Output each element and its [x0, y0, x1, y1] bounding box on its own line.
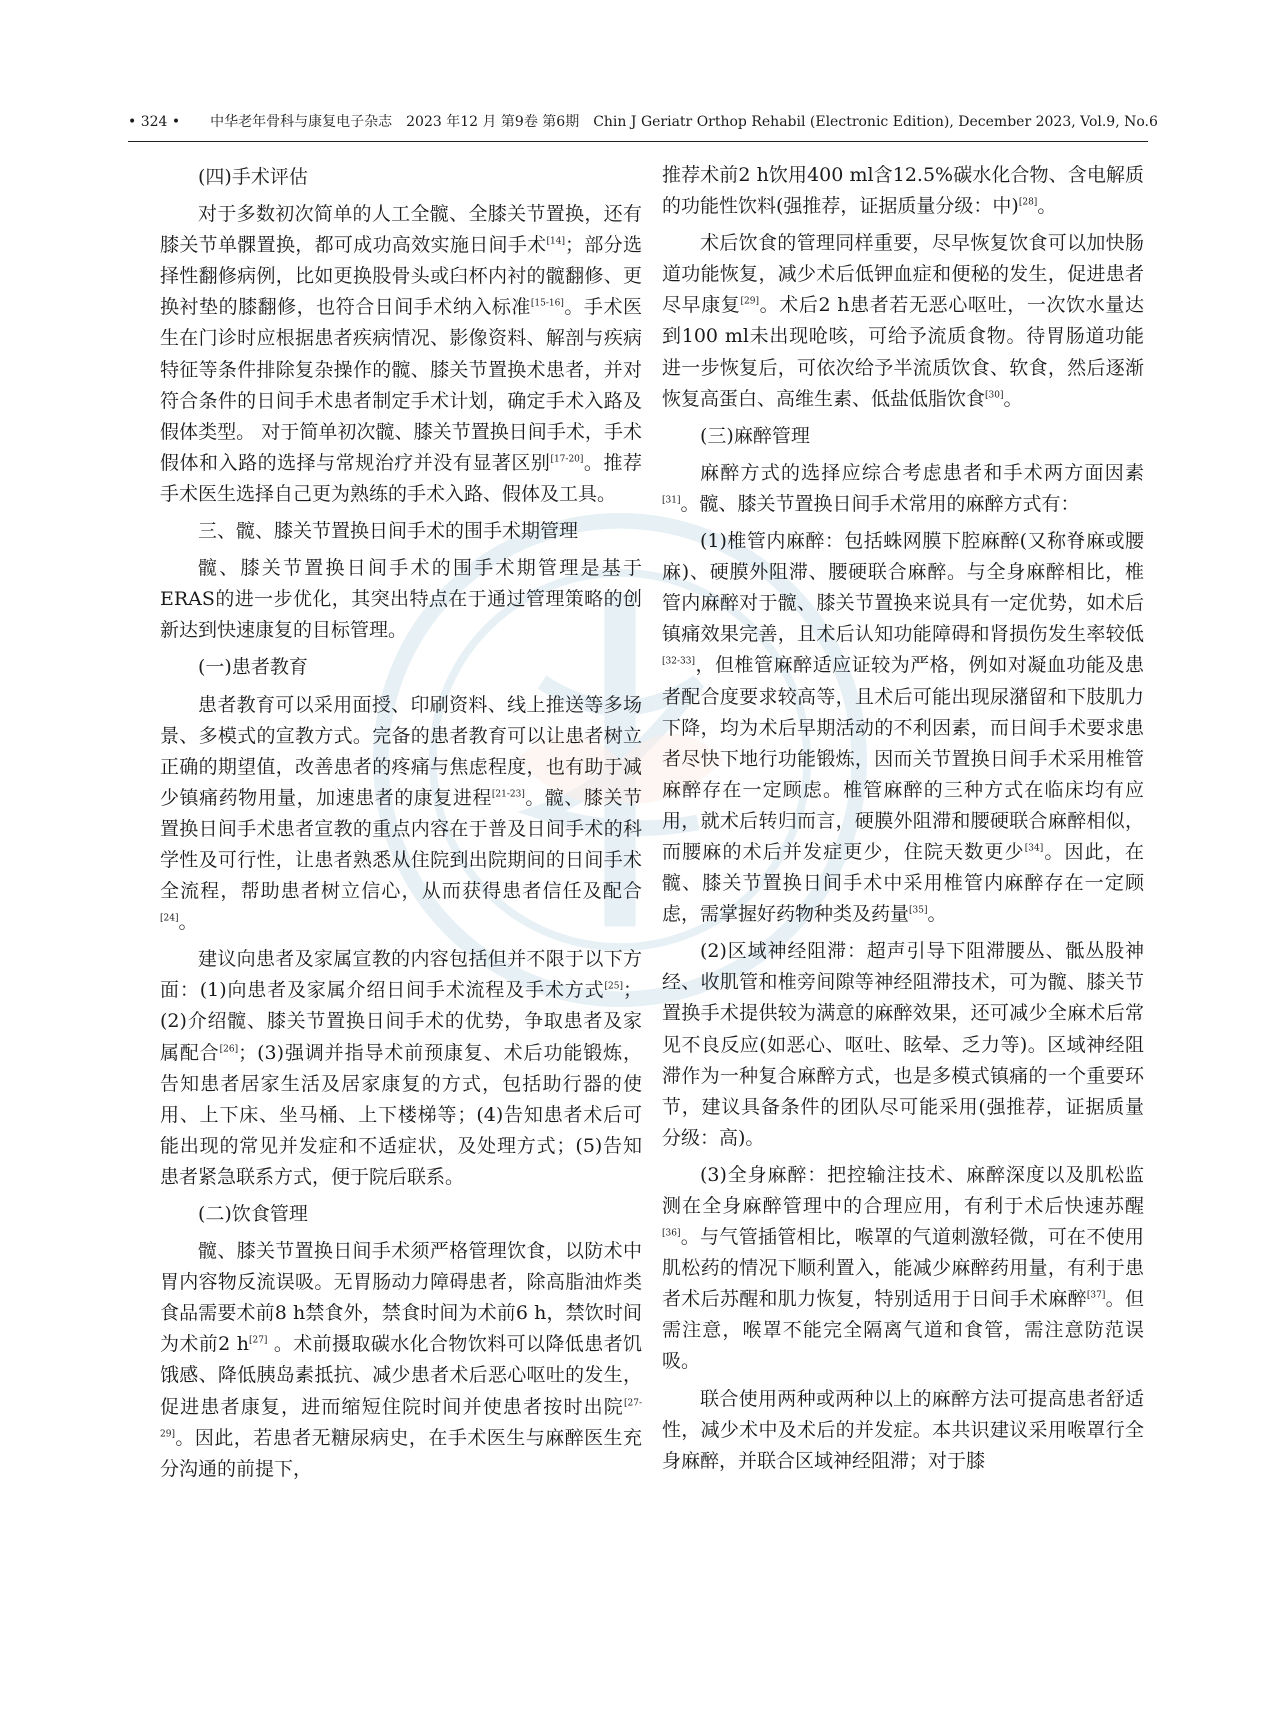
citation-ref: [35]: [909, 905, 928, 916]
paragraph: [662, 458, 1144, 520]
section-heading: [160, 516, 642, 547]
section-heading: [160, 1199, 642, 1230]
paragraph: [160, 553, 642, 646]
citation-ref: [27-29]: [160, 1398, 642, 1440]
paragraph: [662, 936, 1144, 1154]
text-run: 。与气管插管相比，喉罩的气道刺激轻微，可在不使用肌松药的情况下顺利置入，能减少麻醉药用量，有利于患者术后苏醒和肌力恢复，特别适用于日间手术麻醉: [662, 1226, 1144, 1311]
text-run: 患者教育可以采用面授、印刷资料、线上推送等多场景、多模式的宣教方式。完备的患者教育可以让患者树立正确的期望值，改善患者的疼痛与焦虑程度，也有助于减少镇痛药物用量，加速患者的康复进程: [160, 693, 642, 809]
citation-ref: [30]: [985, 390, 1004, 401]
text-run: 三、髋、膝关节置换日间手术的围手术期管理: [198, 520, 579, 543]
citation-ref: [21-23]: [491, 789, 525, 800]
text-run: 术后饮食的管理同样重要，尽早恢复饮食可以加快肠道功能恢复，减少术后低钾血症和便秘的发生，促进患者尽早康复: [662, 232, 1144, 317]
text-run: 。髋、膝关节置换日间手术患者宣教的重点内容在于普及日间手术的科学性及可行性，让患者熟悉从住院到出院期间的日间手术全流程，帮助患者树立信心，从而获得患者信任及配合: [160, 786, 642, 903]
text-run: 推荐术前2 h饮用400 ml含12.5%碳水化合物、含电解质的功能性饮料(强推荐，证据质量分级：中): [662, 164, 1144, 218]
citation-ref: [31]: [662, 495, 681, 506]
text-run: ；(3)强调并指导术前预康复、术后功能锻炼，告知患者居家生活及居家康复的方式，包括助行器的使用、上下床、坐马桶、上下楼梯等；(4)告知患者术后可能出现的常见并发症和不适症状，及处理方式；(5)告知患者紧急联系方式，便于院后联系。: [160, 1041, 642, 1188]
running-header: [128, 112, 1158, 142]
right-column: [662, 160, 1144, 1483]
journal-title-en: Chin J Geriatr Orthop Rehabil (Electronic Edition), December 2023, Vol.9, No.6: [593, 114, 1158, 130]
text-run: ；(2)介绍髋、膝关节置换日间手术的优势，争取患者及家属配合: [160, 979, 642, 1064]
text-run: (一)患者教育: [198, 656, 308, 679]
citation-ref: [27]: [248, 1336, 268, 1347]
citation-ref: [34]: [1024, 843, 1044, 854]
text-run: 。推荐手术医生选择自己更为熟练的手术入路、假体及工具。: [160, 451, 642, 505]
page-number: • 324 •: [128, 114, 181, 130]
paragraph: [160, 199, 642, 510]
text-run: 髋、膝关节置换日间手术须严格管理饮食，以防术中胃内容物反流误吸。无胃肠动力障碍患者，除高脂油炸类食品需要术前8 h禁食外，禁食时间为术前6 h，禁饮时间为术前2 h: [160, 1240, 642, 1356]
citation-ref: [26]: [219, 1044, 239, 1055]
text-run: 。: [178, 911, 198, 934]
text-run: (三)麻醉管理: [700, 424, 810, 447]
paragraph: [160, 690, 642, 939]
citation-ref: [32-33]: [662, 657, 695, 668]
text-run: 。因此，若患者无糖尿病史，在手术医生与麻醉医生充分沟通的前提下，: [160, 1426, 642, 1480]
text-run: 麻醉方式的选择应综合考虑患者和手术两方面因素: [700, 461, 1144, 484]
text-run: 建议向患者及家属宣教的内容包括但并不限于以下方面：(1)向患者及家属介绍日间手术流程及手术方式: [160, 948, 642, 1002]
text-run: ，但椎管麻醉适应证较为严格，例如对凝血功能及患者配合度要求较高等，且术后可能出现尿潴留和下肢肌力下降，均为术后早期活动的不利因素，而日间手术要求患者尽快下地行功能锻炼，因而关节置换日间手术采用椎管麻醉存在一定顾虑。椎管麻醉的三种方式在临床均有应用，就术后转归而言，硬膜外阻滞和腰硬联合麻醉相似，而腰麻的术后并发症更少，住院天数更少: [662, 654, 1144, 863]
text-run: (3)全身麻醉：把控输注技术、麻醉深度以及肌松监测在全身麻醉管理中的合理应用，有利于术后快速苏醒: [662, 1163, 1144, 1217]
text-run: 髋、膝关节置换日间手术的围手术期管理是基于ERAS的进一步优化，其突出特点在于通过管理策略的创新达到快速康复的目标管理。: [160, 557, 642, 642]
left-column: [160, 162, 642, 1491]
citation-ref: [28]: [1018, 197, 1038, 208]
text-run: (2)区域神经阻滞：超声引导下阻滞腰丛、骶丛股神经、收肌管和椎旁间隙等神经阻滞技术，可为髋、膝关节置换手术提供较为满意的麻醉效果，还可减少全麻术后常见不良反应(如恶心、呕吐、眩晕、乏力等)。区域神经阻滞作为一种复合麻醉方式，也是多模式镇痛的一个重要环节，建议具备条件的团队尽可能采用(强推荐，证据质量分级：高)。: [662, 940, 1144, 1149]
citation-ref: [14]: [546, 236, 565, 247]
citation-ref: [17-20]: [550, 454, 584, 465]
paragraph: [160, 1236, 642, 1485]
citation-ref: [29]: [740, 297, 760, 308]
text-run: (二)饮食管理: [198, 1203, 308, 1225]
text-run: (1)椎管内麻醉：包括蛛网膜下腔麻醉(又称脊麻或腰麻)、硬膜外阻滞、腰硬联合麻醉。与全身麻醉相比，椎管内麻醉对于髋、膝关节置换来说具有一定优势，如术后镇痛效果完善，且术后认知功能障碍和肾损伤发生率较低: [662, 530, 1144, 646]
paragraph-continued: [662, 160, 1144, 222]
paragraph: [662, 1160, 1144, 1378]
text-run: 。髋、膝关节置换日间手术常用的麻醉方式有：: [680, 492, 1080, 515]
text-run: 。术后2 h患者若无恶心呕吐，一次饮水量达到100 ml未出现呛咳，可给予流质食物。待胃肠道功能进一步恢复后，可依次给予半流质饮食、软食，然后逐渐恢复高蛋白、高维生素、低盐低脂饮食: [662, 294, 1144, 410]
text-run: 。因此，在髋、膝关节置换日间手术中采用椎管内麻醉存在一定顾虑，需掌握好药物种类及药量: [662, 840, 1144, 926]
citation-ref: [15-16]: [530, 299, 564, 310]
text-run: 。术前摄取碳水化合物饮料可以降低患者饥饿感、降低胰岛素抵抗、减少患者术后恶心呕吐的发生，促进患者康复，进而缩短住院时间并使患者按时出院: [160, 1333, 642, 1418]
paragraph: [662, 228, 1144, 415]
section-heading: [662, 421, 1144, 452]
text-run: 。: [1003, 387, 1023, 410]
text-run: 联合使用两种或两种以上的麻醉方法可提高患者舒适性，减少术中及术后的并发症。本共识建议采用喉罩行全身麻醉，并联合区域神经阻滞；对于膝: [662, 1387, 1144, 1472]
citation-ref: [25]: [604, 982, 623, 993]
text-run: 。: [1037, 195, 1057, 218]
text-run: (四)手术评估: [198, 166, 308, 188]
text-run: 。手术医生在门诊时应根据患者疾病情况、影像资料、解剖与疾病特征等条件排除复杂操作的髋、膝关节置换术患者，并对符合条件的日间手术患者制定手术计划，确定手术入路及假体类型。 对于简单初次髋、膝关节置换日间手术，手术假体和入路的选择与常规治疗并没有显著区别: [160, 296, 642, 474]
journal-title-cn: 中华老年骨科与康复电子杂志: [210, 114, 393, 130]
issue-info-cn: 2023 年12 月 第9卷 第6期: [406, 114, 580, 130]
text-run: 。: [927, 903, 947, 926]
text-run: 。但需注意，喉罩不能完全隔离气道和食管，需注意防范误吸。: [662, 1288, 1144, 1373]
section-heading: [160, 652, 642, 683]
citation-ref: [24]: [160, 913, 179, 924]
paragraph: [160, 944, 642, 1193]
citation-ref: [37]: [1086, 1290, 1106, 1301]
text-run: ；部分选择性翻修病例，比如更换股骨头或臼杯内衬的髋翻修、更换衬垫的膝翻修，也符合日间手术纳入标准: [160, 234, 642, 319]
citation-ref: [36]: [662, 1228, 681, 1239]
section-heading: [160, 162, 642, 193]
text-run: 对于多数初次简单的人工全髋、全膝关节置换，还有膝关节单髁置换，都可成功高效实施日间手术: [160, 203, 642, 257]
paragraph: [662, 526, 1144, 930]
paragraph: [662, 1384, 1144, 1477]
